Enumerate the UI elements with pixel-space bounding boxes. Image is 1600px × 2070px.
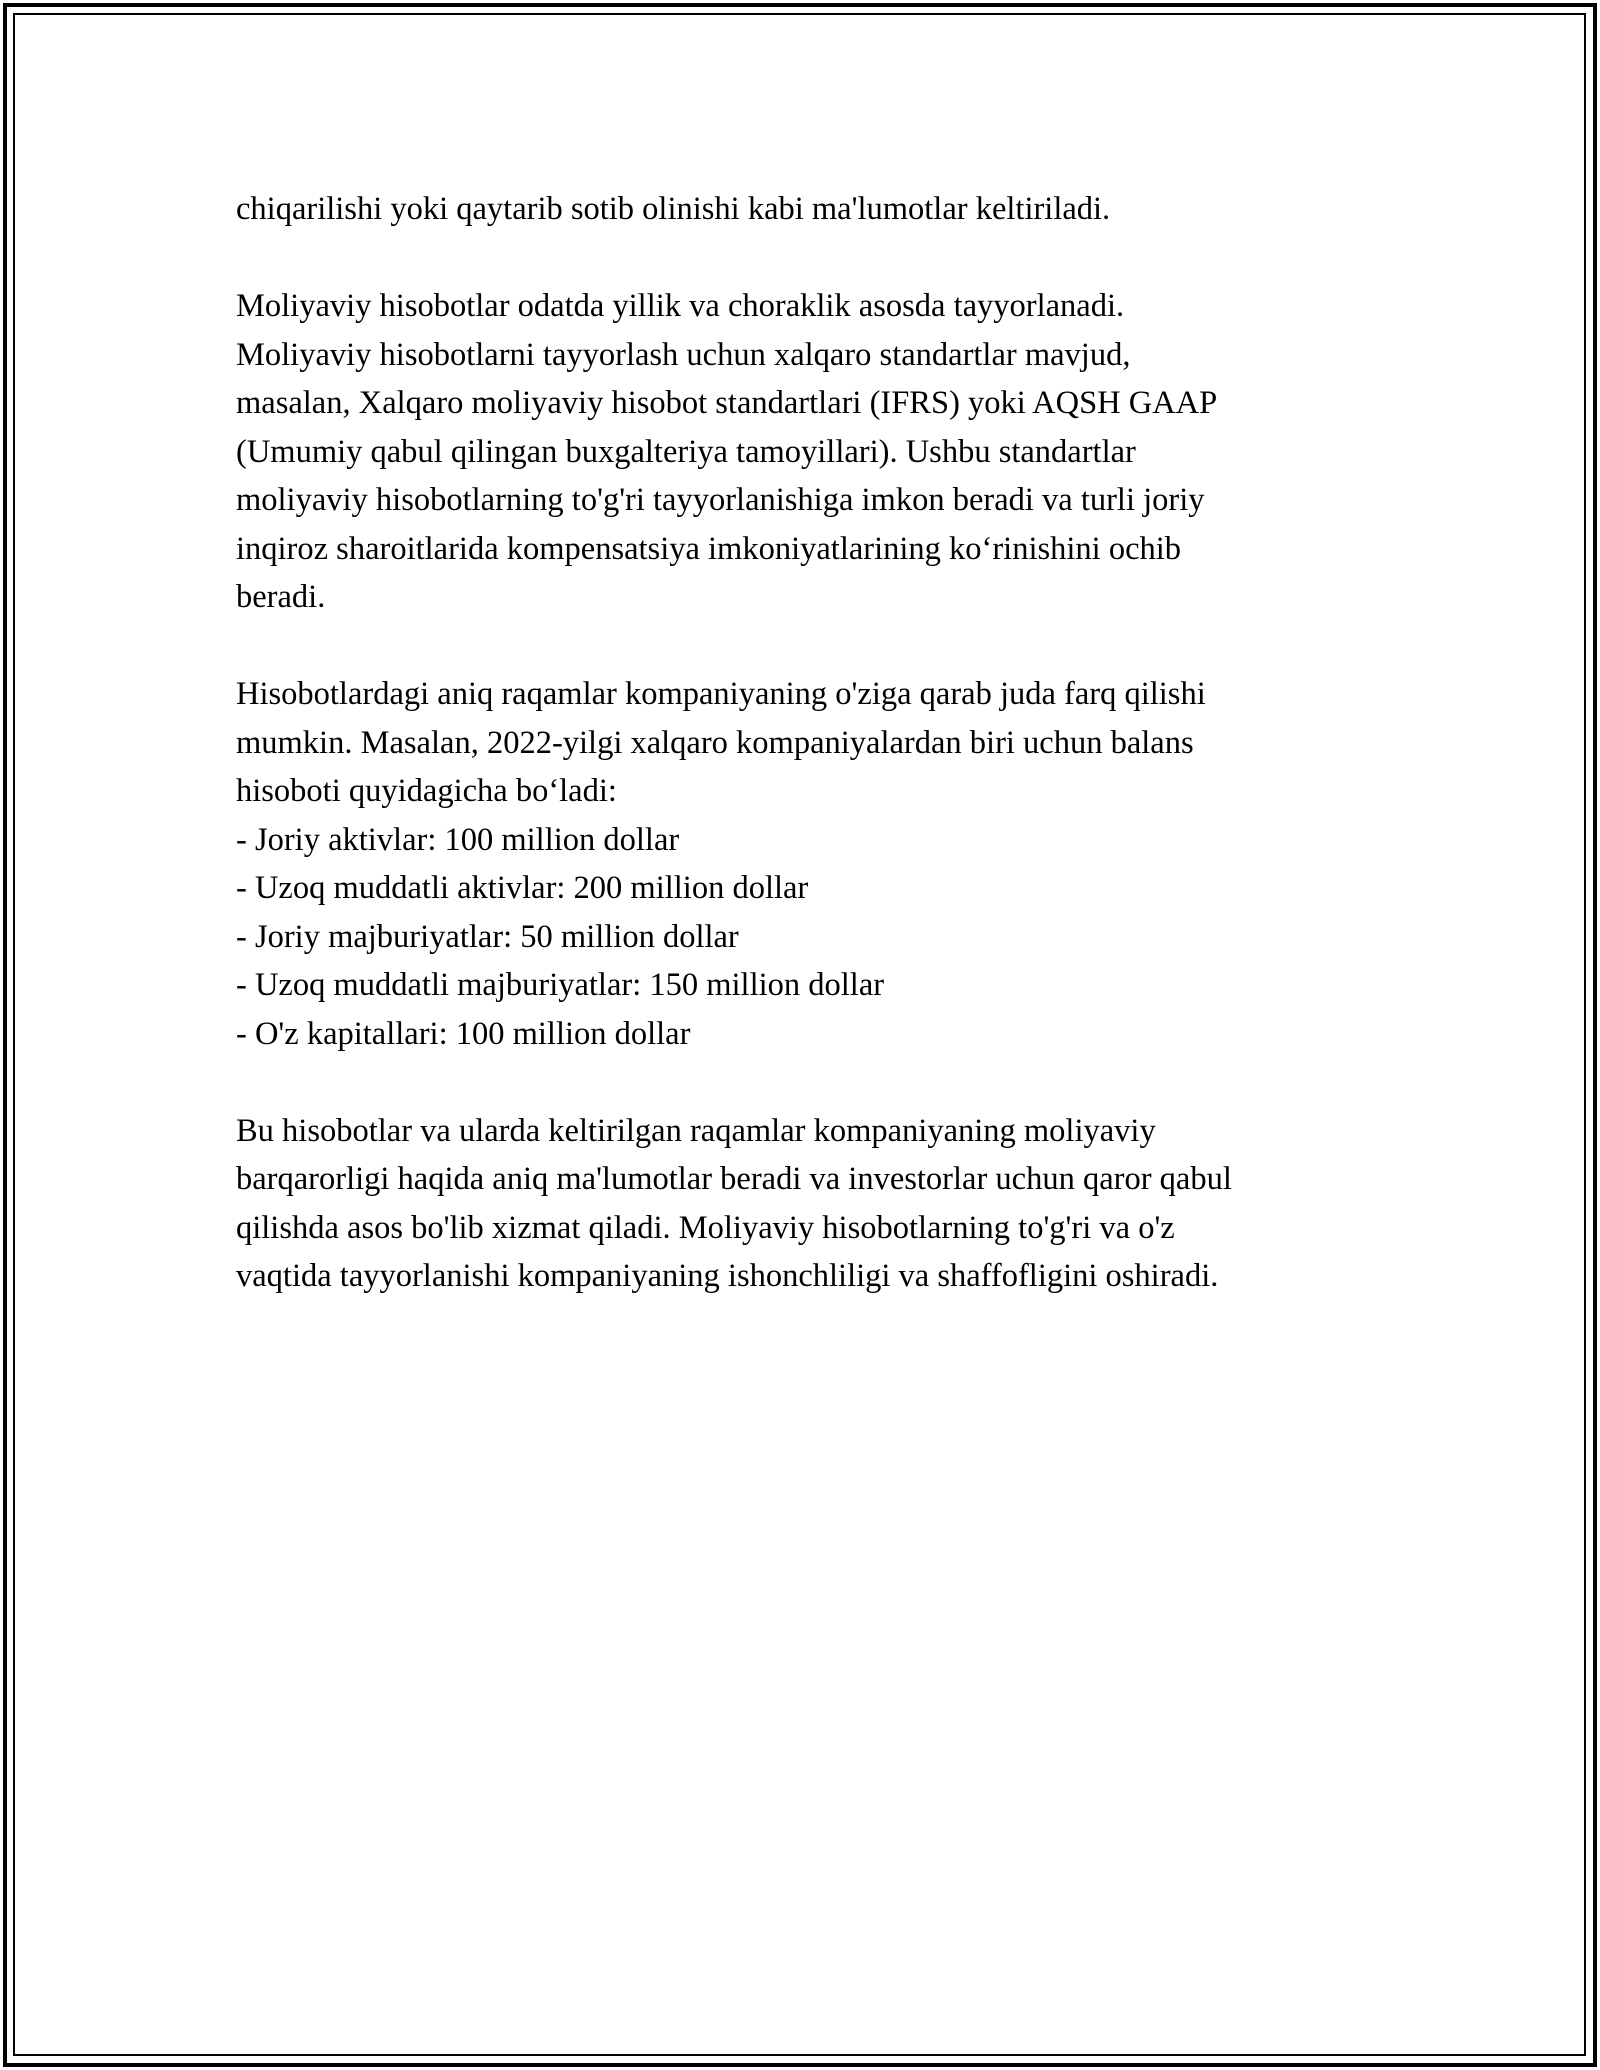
text-line: Bu hisobotlar va ularda keltirilgan raqamlar kompaniyaning moliyaviy bbox=[236, 1112, 1156, 1149]
list-item-long-term-assets: - Uzoq muddatli aktivlar: 200 million dollar bbox=[236, 870, 809, 906]
text-line: Moliyaviy hisobotlarni tayyorlash uchun xalqaro standartlar mavjud, bbox=[236, 336, 1131, 373]
list-item-equity: - O'z kapitallari: 100 million dollar bbox=[236, 1015, 691, 1052]
list-item-long-term-liabilities: - Uzoq muddatli majburiyatlar: 150 million dollar bbox=[236, 967, 885, 1003]
text-line: chiqarilishi yoki qaytarib sotib olinishi kabi ma'lumotlar keltiriladi. bbox=[236, 191, 1111, 227]
document-body bbox=[236, 185, 1386, 1349]
text-line: moliyaviy hisobotlarning to'g'ri tayyorlanishiga imkon beradi va turli joriy bbox=[236, 482, 1205, 518]
paragraph-1 bbox=[236, 185, 1386, 234]
text-line: Moliyaviy hisobotlar odatda yillik va choraklik asosda tayyorlanadi. bbox=[236, 288, 1125, 324]
text-line: inqiroz sharoitlarida kompensatsiya imkoniyatlarining ko‘rinishini ochib bbox=[236, 530, 1182, 567]
text-line: hisoboti quyidagicha bo‘ladi: bbox=[236, 773, 617, 809]
paragraph-4 bbox=[236, 1107, 1386, 1301]
text-line: beradi. bbox=[236, 579, 326, 615]
text-line: barqarorligi haqida aniq ma'lumotlar beradi va investorlar uchun qaror qabul bbox=[236, 1161, 1232, 1197]
text-line: vaqtida tayyorlanishi kompaniyaning ishonchliligi va shaffofligini oshiradi. bbox=[236, 1258, 1219, 1294]
text-line: masalan, Xalqaro moliyaviy hisobot standartlari (IFRS) yoki AQSH GAAP bbox=[236, 385, 1218, 421]
text-line: (Umumiy qabul qilingan buxgalteriya tamoyillari). Ushbu standartlar bbox=[236, 433, 1136, 470]
list-item-current-assets: - Joriy aktivlar: 100 million dollar bbox=[236, 821, 680, 858]
text-line: mumkin. Masalan, 2022-yilgi xalqaro kompaniyalardan biri uchun balans bbox=[236, 724, 1194, 761]
text-line: qilishda asos bo'lib xizmat qiladi. Moliyaviy hisobotlarning to'g'ri va o'z bbox=[236, 1209, 1175, 1246]
paragraph-2 bbox=[236, 282, 1386, 622]
list-item-current-liabilities: - Joriy majburiyatlar: 50 million dollar bbox=[236, 918, 739, 955]
paragraph-3 bbox=[236, 670, 1386, 1058]
text-line: Hisobotlardagi aniq raqamlar kompaniyaning o'ziga qarab juda farq qilishi bbox=[236, 676, 1206, 712]
